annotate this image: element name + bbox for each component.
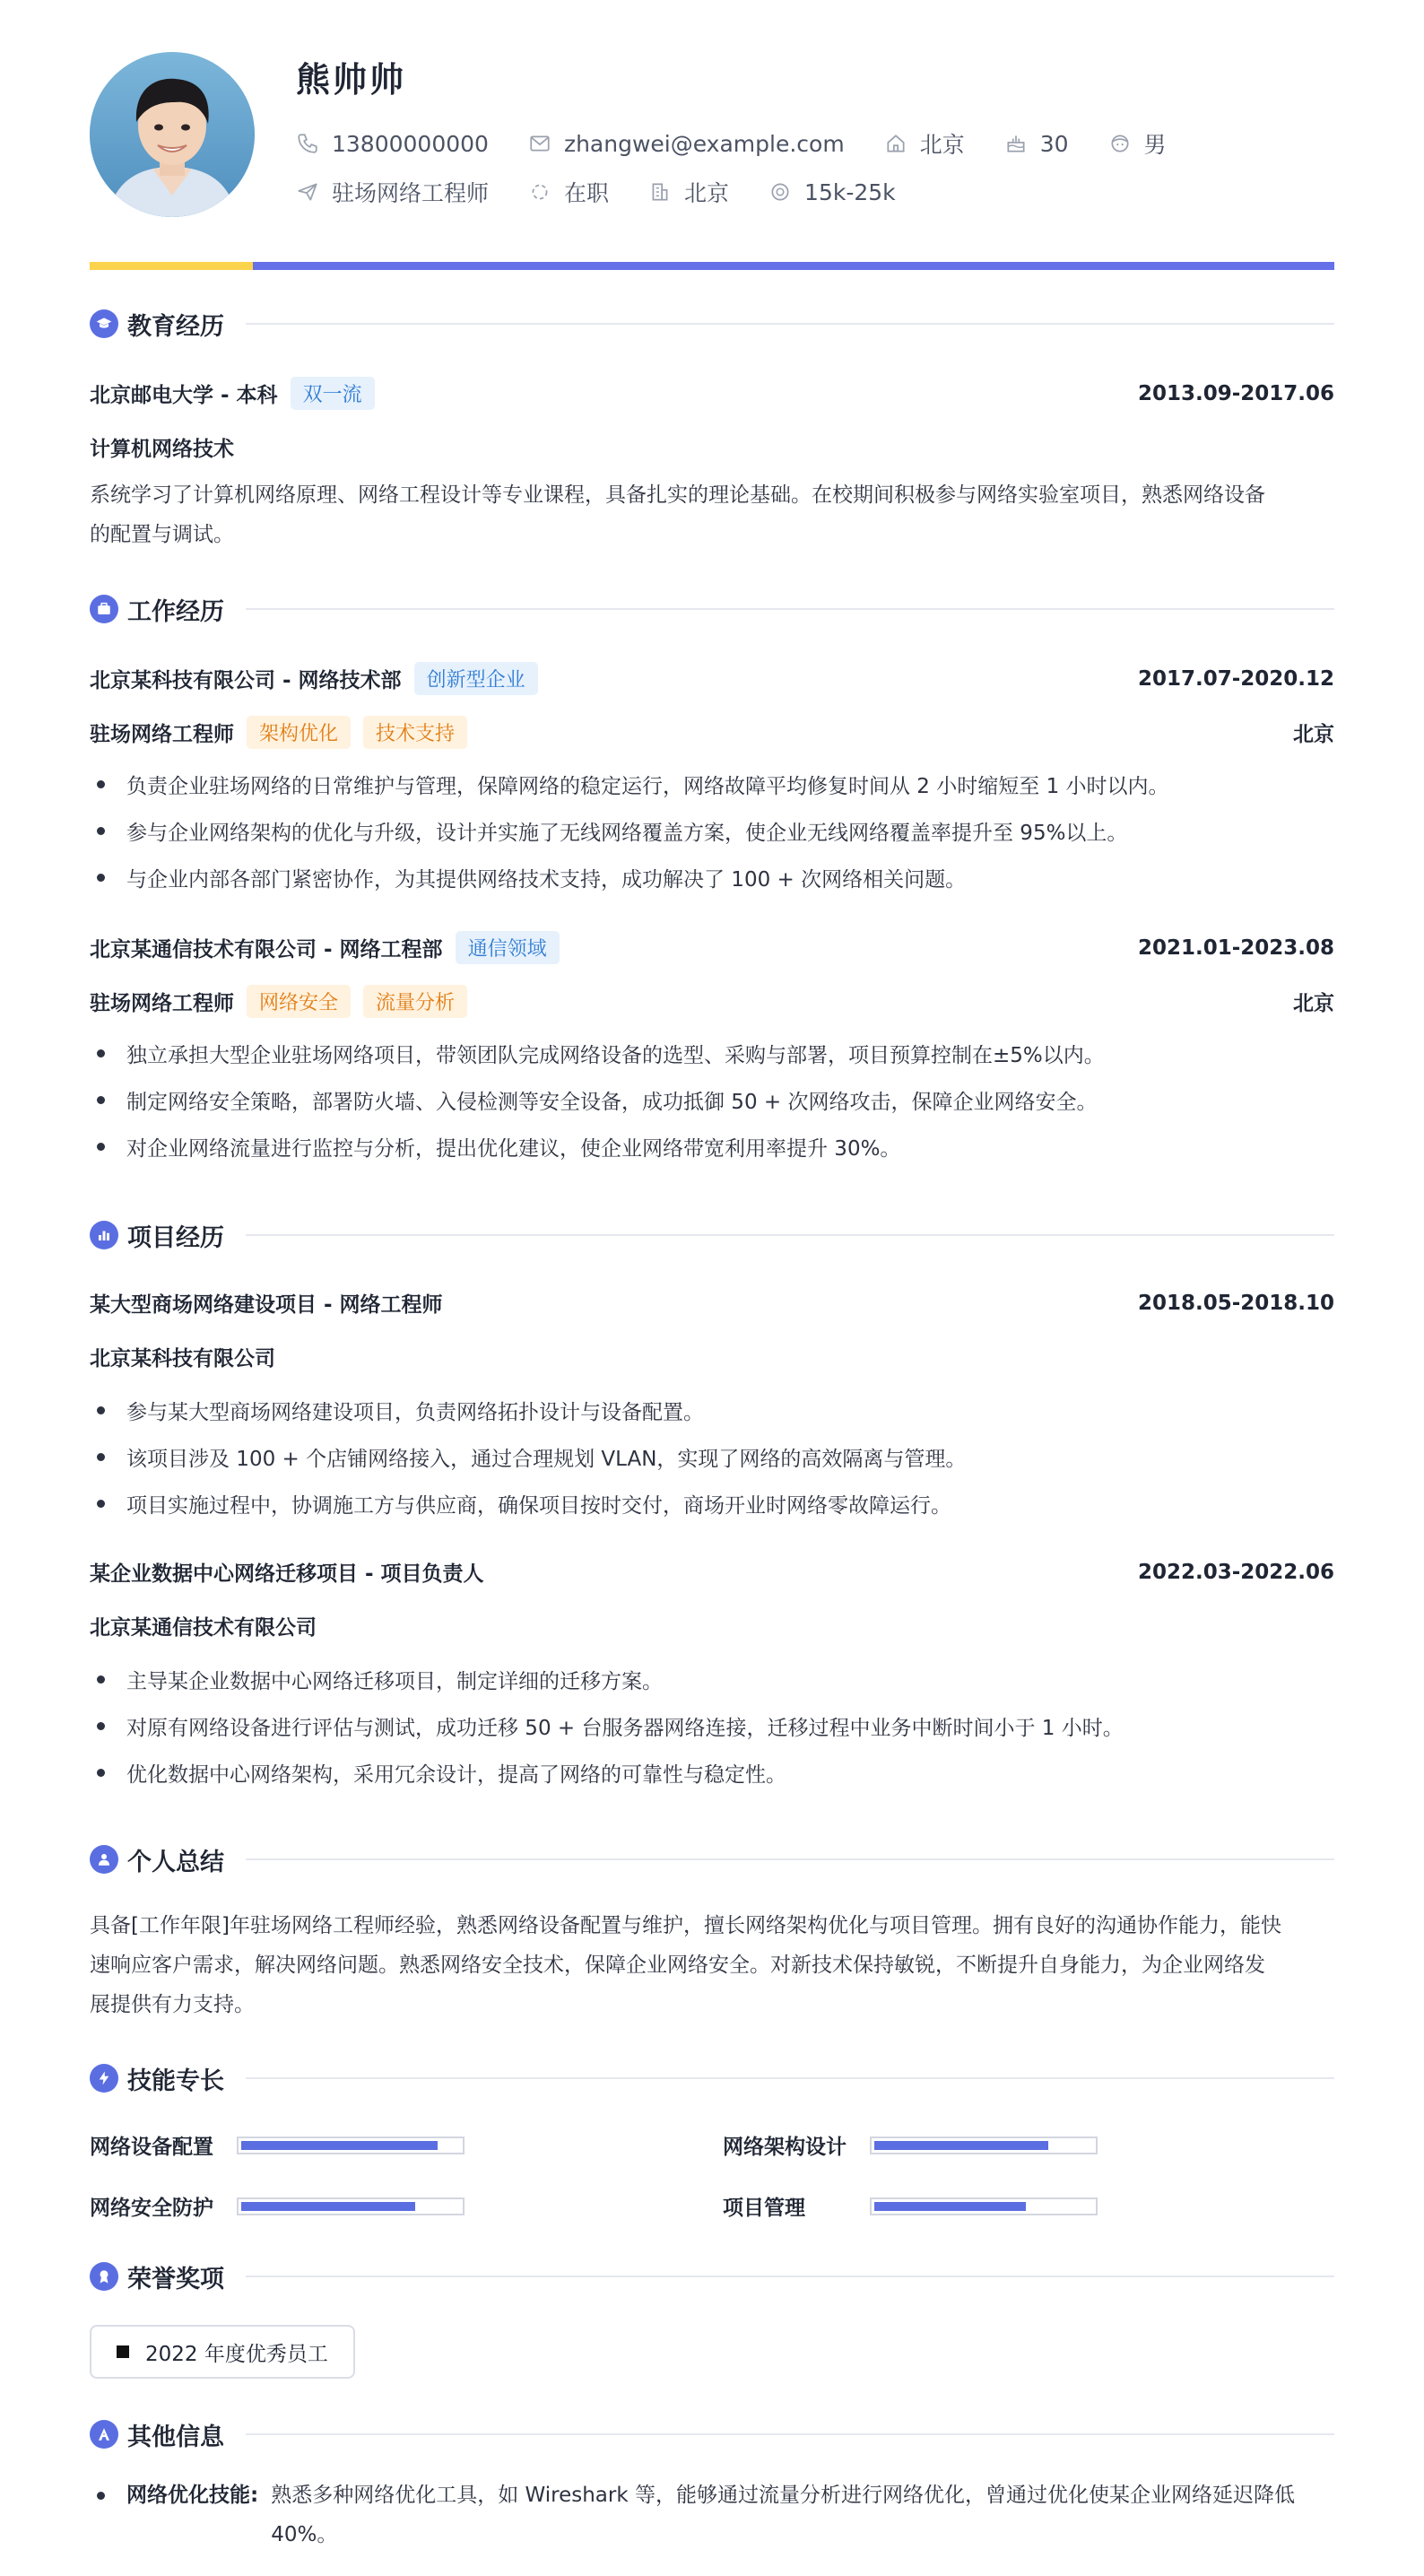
job-role: 驻场网络工程师 <box>90 992 234 1015</box>
project-org-row <box>90 1611 1334 1640</box>
section-other-header <box>90 2416 1334 2452</box>
summary-line: 速响应客户需求，解决网络问题。熟悉网络安全技术，保障企业网络安全。对新技术保持敏锐，不断提升自身能力，为企业网络发 <box>90 1954 1265 1977</box>
email-text: zhangwei@example.com <box>563 130 845 157</box>
job-role-row <box>90 716 1334 749</box>
project-org: 北京某通信技术有限公司 <box>90 1616 317 1640</box>
age-item <box>1004 131 1069 157</box>
bullet-text: 负责企业驻场网络的日常维护与管理，保障网络的稳定运行，网络故障平均修复时间从 2 小时缩短至 1 小时以内。 <box>126 775 1169 798</box>
bullet-text: 对原有网络设备进行评估与测试，成功迁移 50 + 台服务器网络连接，迁移过程中业务中断时间小于 1 小时。 <box>126 1717 1124 1740</box>
list-item <box>90 1665 1334 1694</box>
project-name: 某大型商场网络建设项目 - 网络工程师 <box>90 1293 443 1317</box>
status-loader-icon <box>528 180 551 204</box>
phone-text: 13800000000 <box>332 130 489 157</box>
job-company-row <box>90 662 1334 695</box>
list-item <box>90 1396 1334 1425</box>
section-title: 个人总结 <box>127 1848 224 1876</box>
bullet-text: 对企业网络流量进行监控与分析，提出优化建议，使企业网络带宽利用率提升 30%。 <box>126 1137 901 1161</box>
briefcase-icon <box>90 595 118 623</box>
skill-name: 网络架构设计 <box>723 2136 847 2159</box>
skill-item <box>90 2130 465 2160</box>
job-period: 2017.07-2020.12 <box>1137 666 1334 691</box>
bullet-text: 主导某企业数据中心网络迁移项目，制定详细的迁移方案。 <box>126 1670 663 1693</box>
lightning-icon <box>90 2064 118 2093</box>
candidate-name: 熊帅帅 <box>296 60 407 100</box>
intent-row <box>296 176 935 208</box>
section-title: 工作经历 <box>127 597 224 626</box>
home-icon <box>884 132 907 155</box>
project-period: 2022.03-2022.06 <box>1137 1560 1334 1584</box>
bullet-text: 优化数据中心网络架构，采用冗余设计，提高了网络的可靠性与稳定性。 <box>126 1763 786 1787</box>
summary-line: 展提供有力支持。 <box>90 1993 255 2016</box>
bullet-text: 该项目涉及 100 + 个店铺网络接入，通过合理规划 VLAN，实现了网络的高效隔离与管理。 <box>126 1448 967 1471</box>
award-badge <box>90 2325 355 2379</box>
section-title: 教育经历 <box>127 312 224 341</box>
list-item <box>90 770 1334 799</box>
hometown-item <box>884 127 965 160</box>
gender-text: 男 <box>1143 132 1167 158</box>
job-role-row <box>90 985 1334 1018</box>
award-text: 2022 年度优秀员工 <box>145 2342 328 2366</box>
list-item <box>90 1085 1334 1115</box>
school-tag: 双一流 <box>291 377 375 410</box>
salary-item <box>768 179 896 205</box>
list-item <box>90 1132 1334 1162</box>
graduation-cap-icon <box>90 309 118 338</box>
job-role: 驻场网络工程师 <box>90 723 234 746</box>
send-icon <box>296 180 319 204</box>
section-title: 其他信息 <box>127 2423 224 2451</box>
company-name: 北京某通信技术有限公司 - 网络工程部 <box>90 938 443 962</box>
letter-a-icon <box>90 2420 118 2449</box>
project-org: 北京某科技有限公司 <box>90 1347 275 1371</box>
job-city: 北京 <box>1293 723 1334 746</box>
job-city: 北京 <box>1293 992 1334 1015</box>
avatar <box>90 52 255 217</box>
phone-icon <box>296 132 319 155</box>
other-info-key: 网络优化技能: <box>126 2484 259 2507</box>
target-city-text: 北京 <box>684 180 730 206</box>
project-org-row <box>90 1342 1334 1371</box>
education-school-row <box>90 377 1334 410</box>
major-name: 计算机网络技术 <box>90 438 234 461</box>
list-item <box>90 1489 1334 1519</box>
target-city-item <box>648 176 729 208</box>
email-item <box>528 131 845 157</box>
education-major-row <box>90 432 1334 462</box>
job-tag: 网络安全 <box>247 985 351 1018</box>
school-name: 北京邮电大学 - 本科 <box>90 384 278 407</box>
bar-chart-icon <box>90 1221 118 1249</box>
job-period: 2021.01-2023.08 <box>1137 936 1334 960</box>
summary-text <box>90 1906 1334 2024</box>
education-desc-line: 的配置与调试。 <box>90 523 234 546</box>
other-info-line: 熟悉多种网络优化工具，如 Wireshark 等，能够通过流量分析进行网络优化，曾通过优化使某企业网络延迟降低 <box>271 2484 1295 2507</box>
building-icon <box>648 180 672 204</box>
list-item <box>90 863 1334 892</box>
bullet-text: 参与某大型商场网络建设项目，负责网络拓扑设计与设备配置。 <box>126 1401 704 1424</box>
user-icon <box>90 1845 118 1874</box>
age-text: 30 <box>1039 130 1069 157</box>
other-info-line: 40%。 <box>271 2523 338 2546</box>
skill-item <box>90 2191 465 2221</box>
job-company-row <box>90 931 1334 964</box>
skill-name: 网络设备配置 <box>90 2136 213 2159</box>
education-period: 2013.09-2017.06 <box>1137 381 1334 405</box>
bullet-text: 制定网络安全策略，部署防火墙、入侵检测等安全设备，成功抵御 50 + 次网络攻击，保障企业网络安全。 <box>126 1091 1098 1114</box>
skill-item <box>723 2191 1098 2221</box>
phone-item <box>296 131 489 157</box>
award-icon <box>90 2262 118 2291</box>
skill-item <box>723 2130 1098 2160</box>
project-period: 2018.05-2018.10 <box>1137 1291 1334 1315</box>
education-description <box>90 475 1334 554</box>
status-text: 在职 <box>564 180 610 206</box>
section-title: 项目经历 <box>127 1223 224 1252</box>
bullet-text: 项目实施过程中，协调施工方与供应商，确保项目按时交付，商场开业时网络零故障运行。 <box>126 1494 951 1518</box>
company-tag: 通信领域 <box>456 931 560 964</box>
header-divider-bar <box>90 262 1334 270</box>
section-title: 荣誉奖项 <box>127 2265 224 2293</box>
job-tag: 流量分析 <box>363 985 467 1018</box>
education-desc-line: 系统学习了计算机网络原理、网络工程设计等专业课程，具备扎实的理论基础。在校期间积极参与网络实验室项目，熟悉网络设备 <box>90 483 1265 507</box>
company-tag: 创新型企业 <box>414 662 538 695</box>
contact-row <box>296 127 1206 160</box>
avatar-portrait-icon <box>90 52 255 217</box>
project-name: 某企业数据中心网络迁移项目 - 项目负责人 <box>90 1562 484 1586</box>
list-item <box>90 1758 1334 1788</box>
salary-text: 15k-25k <box>804 178 896 205</box>
skill-level-bar <box>237 2137 465 2154</box>
other-info-item <box>90 2476 1334 2554</box>
status-item <box>528 176 609 208</box>
company-name: 北京某科技有限公司 - 网络技术部 <box>90 669 402 692</box>
hometown-text: 北京 <box>919 132 965 158</box>
target-job-item <box>296 176 489 208</box>
coin-icon <box>768 180 792 204</box>
list-item <box>90 1711 1334 1741</box>
skill-level-bar <box>237 2197 465 2215</box>
gender-item <box>1108 127 1167 160</box>
skill-name: 网络安全防护 <box>90 2197 213 2220</box>
project-title-row <box>90 1557 1334 1587</box>
skill-level-bar <box>870 2137 1098 2154</box>
face-icon <box>1108 132 1132 155</box>
section-work-header <box>90 591 1334 627</box>
other-info-value <box>271 2476 1334 2554</box>
summary-line: 具备[工作年限]年驻场网络工程师经验，熟悉网络设备配置与维护，擅长网络架构优化与项目管理。拥有良好的沟通协作能力，能快 <box>90 1914 1281 1937</box>
bullet-text: 参与企业网络架构的优化与升级，设计并实施了无线网络覆盖方案，使企业无线网络覆盖率提升至 95%以上。 <box>126 822 1128 845</box>
mail-icon <box>528 132 551 155</box>
project-title-row <box>90 1288 1334 1318</box>
list-item <box>90 816 1334 846</box>
square-bullet-icon <box>117 2345 129 2358</box>
skill-level-bar <box>870 2197 1098 2215</box>
section-title: 技能专长 <box>127 2067 224 2095</box>
list-item <box>90 1039 1334 1068</box>
target-job-text: 驻场网络工程师 <box>332 180 490 206</box>
section-education-header <box>90 306 1334 342</box>
job-tag: 架构优化 <box>247 716 351 749</box>
bullet-text: 与企业内部各部门紧密协作，为其提供网络技术支持，成功解决了 100 + 次网络相关问题。 <box>126 868 967 892</box>
list-item <box>90 1442 1334 1472</box>
section-skills-header <box>90 2060 1334 2096</box>
section-projects-header <box>90 1217 1334 1253</box>
bullet-text: 独立承担大型企业驻场网络项目，带领团队完成网络设备的选型、采购与部署，项目预算控制在±5%以内。 <box>126 1044 1105 1067</box>
skill-name: 项目管理 <box>723 2197 805 2220</box>
section-summary-header <box>90 1841 1334 1877</box>
section-honors-header <box>90 2258 1334 2294</box>
cake-icon <box>1004 132 1028 155</box>
job-tag: 技术支持 <box>363 716 467 749</box>
